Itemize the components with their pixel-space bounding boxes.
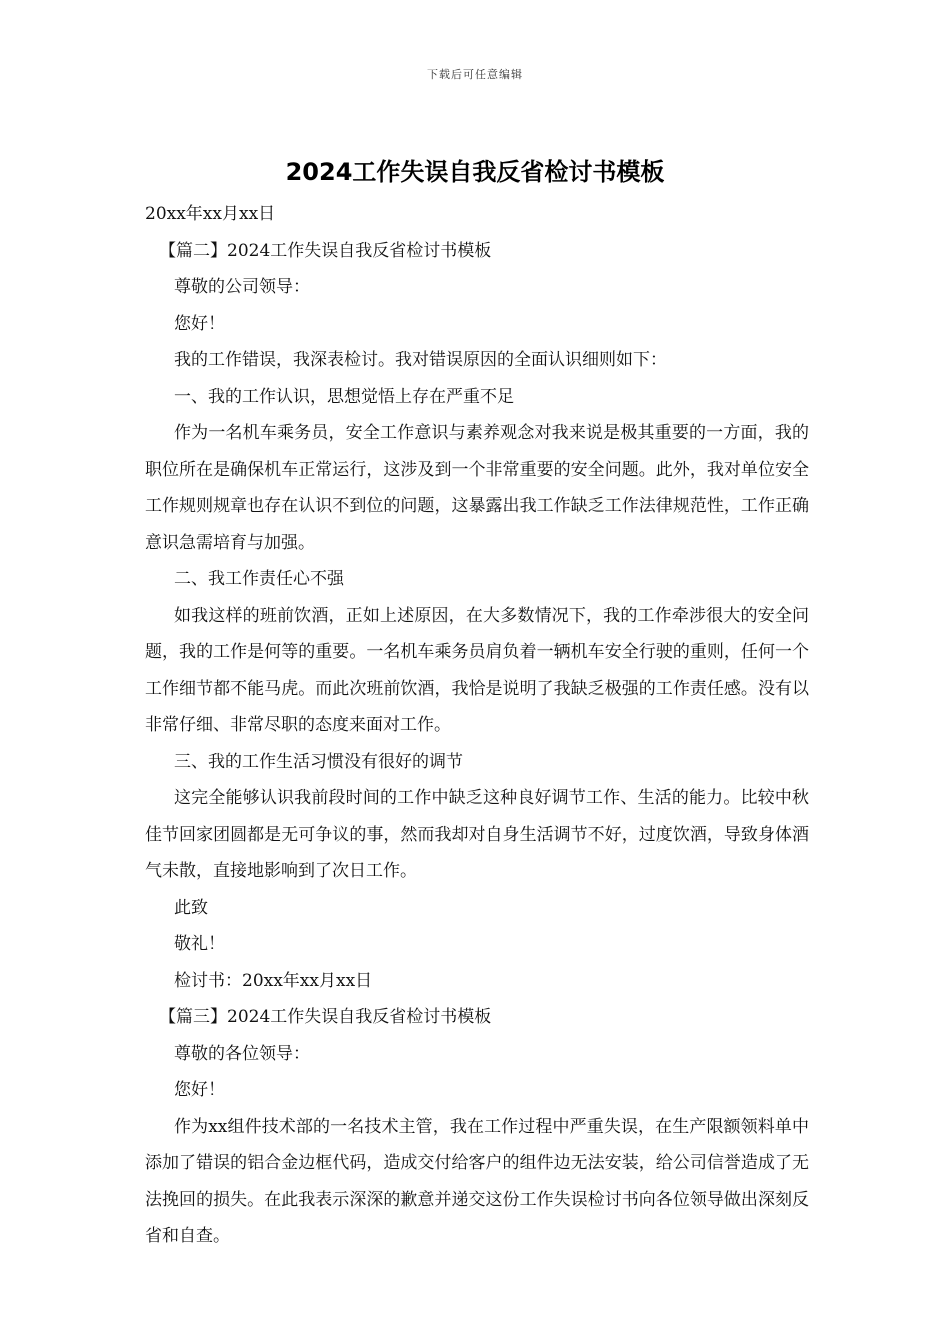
section-heading-part3: 【篇三】2024工作失误自我反省检讨书模板 <box>159 1007 492 1027</box>
closing-1: 此致 <box>174 897 208 918</box>
paragraph-1: 作为一名机车乘务员，安全工作意识与素养观念对我来说是极其重要的一方面，我的职位所在是确保机车正常运行，这涉及到一个非常重要的安全问题。此外，我对单位安全工作规则规章也存在认识不到位的问题，这暴露出我工作缺乏工作法律规范性，工作正确意识急需培育与加强。 <box>145 423 809 553</box>
subheading-1: 一、我的工作认识，思想觉悟上存在严重不足 <box>174 386 514 407</box>
document-title: 2024工作失误自我反省检讨书模板 <box>285 158 665 186</box>
section-heading-part2: 【篇二】2024工作失误自我反省检讨书模板 <box>159 240 492 261</box>
header-note: 下载后可任意编辑 <box>427 68 523 81</box>
subheading-2: 二、我工作责任心不强 <box>174 569 344 589</box>
salutation: 尊敬的公司领导： <box>174 277 310 297</box>
date-line: 20xx年xx月xx日 <box>145 204 276 224</box>
paragraph-intro: 我的工作错误，我深表检讨。我对错误原因的全面认识细则如下： <box>174 350 667 370</box>
document-body <box>145 196 809 1255</box>
signature-date: 检讨书：20xx年xx月xx日 <box>174 970 373 991</box>
closing-2: 敬礼！ <box>174 934 225 954</box>
greeting-2: 您好！ <box>174 1080 225 1100</box>
greeting: 您好！ <box>174 313 225 334</box>
paragraph-4: 作为xx组件技术部的一名技术主管，我在工作过程中严重失误，在生产限额领料单中添加了错误的铝合金边框代码，造成交付给客户的组件边无法安装，给公司信誉造成了无法挽回的损失。在此我表示深深的歉意并递交这份工作失误检讨书向各位领导做出深刻反省和自查。 <box>145 1116 809 1246</box>
paragraph-3: 这完全能够认识我前段时间的工作中缺乏这种良好调节工作、生活的能力。比较中秋佳节回家团圆都是无可争议的事，然而我却对自身生活调节不好，过度饮酒，导致身体酒气未散，直接地影响到了次日工作。 <box>145 788 809 881</box>
subheading-3: 三、我的工作生活习惯没有很好的调节 <box>174 751 463 772</box>
salutation-2: 尊敬的各位领导： <box>174 1043 310 1064</box>
paragraph-2: 如我这样的班前饮酒，正如上述原因，在大多数情况下，我的工作牵涉很大的安全问题，我的工作是何等的重要。一名机车乘务员肩负着一辆机车安全行驶的重则，任何一个工作细节都不能马虎。而此次班前饮酒，我恰是说明了我缺乏极强的工作责任感。没有以非常仔细、非常尽职的态度来面对工作。 <box>145 605 809 735</box>
